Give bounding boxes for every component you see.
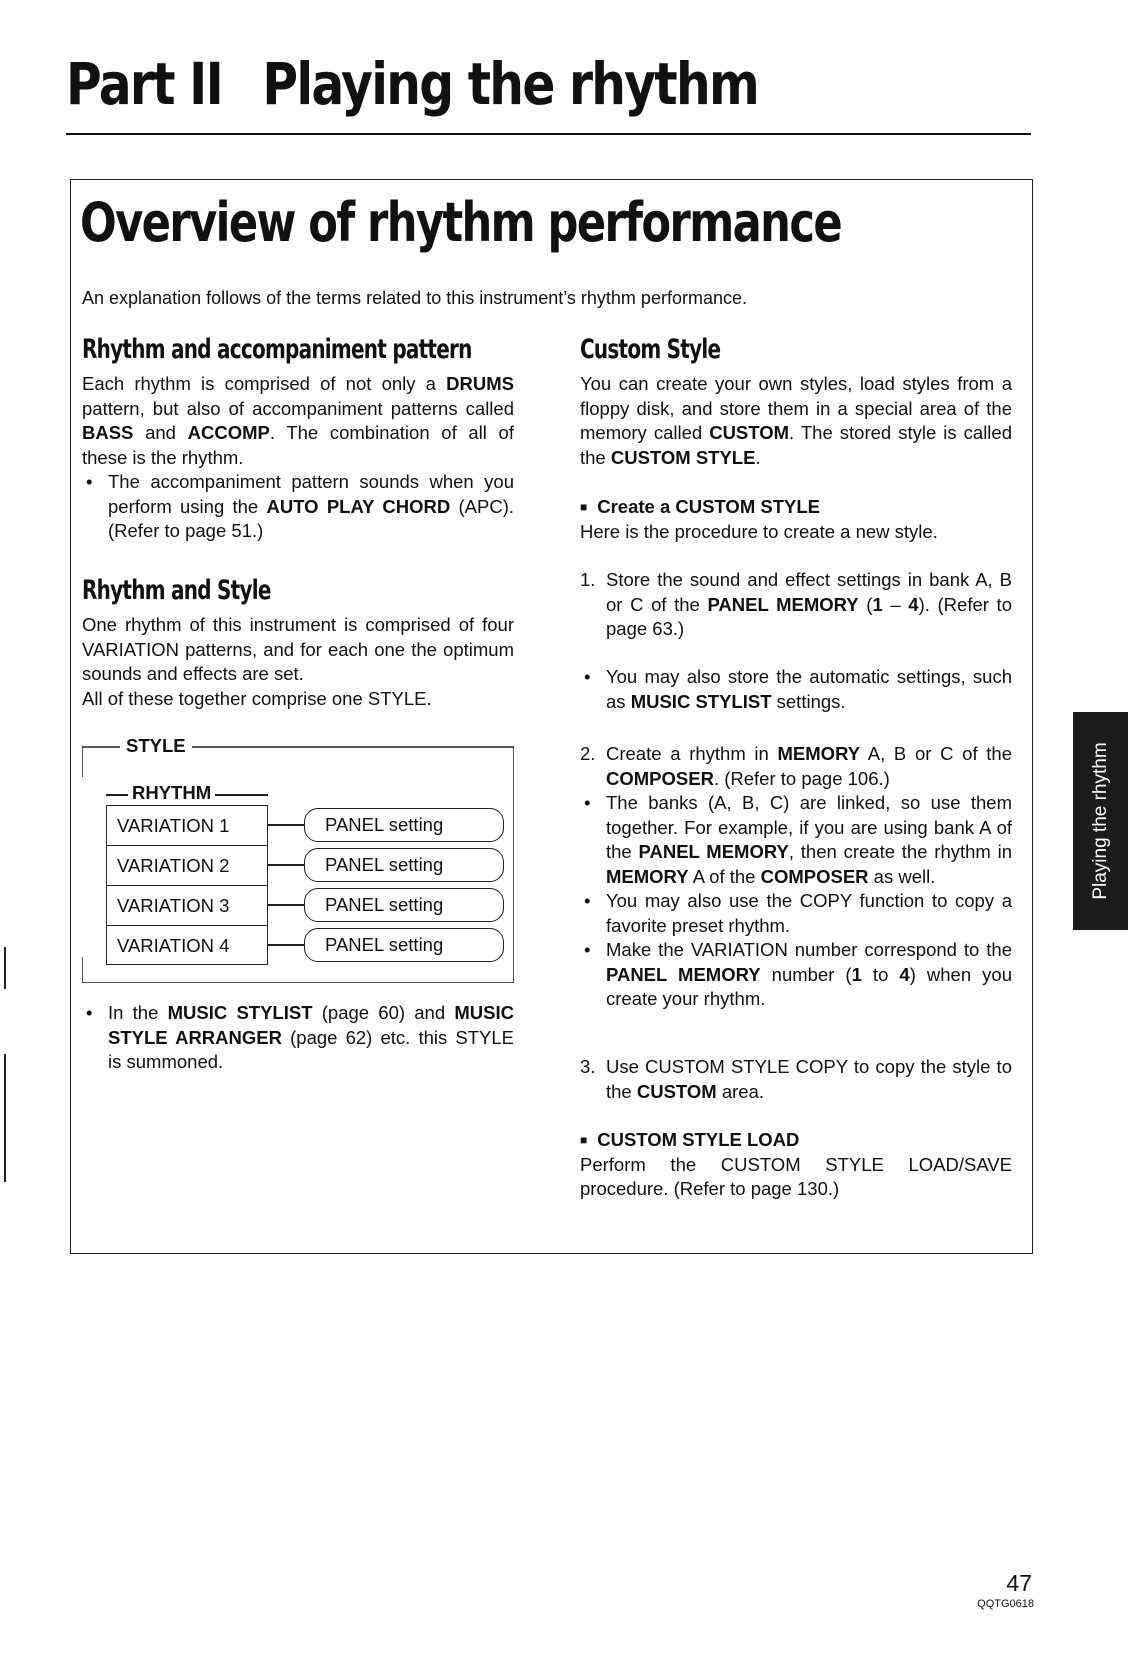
step-1-text: 1. Store the sound and effect settings in bank A, B or C of the PANEL MEMORY (1 – 4). (Refer to page 63.) [580,569,1012,639]
connector-line [268,904,304,906]
variation-cell: VARIATION 3 [106,885,268,925]
bold-term: 4 [908,593,919,615]
step-number: 1. [580,569,596,590]
bold-term: PANEL MEMORY [638,841,789,862]
bold-term: COMPOSER [760,865,869,887]
document-code: QQTG0618 [977,1598,1034,1610]
panel-setting: PANEL setting [304,928,504,962]
step-number: 3. [580,1056,596,1077]
stylist-note-section [82,1001,514,1075]
bold-term: 1 [872,593,883,615]
step-number: 2. [580,743,596,764]
page-number: 47 [1006,1570,1032,1596]
bold-term: MUSIC STYLIST [167,1002,313,1023]
bold-term: CUSTOM STYLE [610,446,756,468]
bold-term: MUSIC STYLIST [630,690,772,712]
custom-style-heading: Custom Style [580,334,721,365]
custom-load-section [580,1128,1012,1202]
overview-intro: An explanation follows of the terms related to this instrument’s rhythm performance. [82,288,747,308]
step-2-bullet: • You may also use the COPY function to copy a favorite preset rhythm. [580,889,1012,938]
style-diagram [82,735,514,985]
bold-term: PANEL MEMORY [606,963,761,985]
connector-line [268,864,304,866]
rhythm-style-para: One rhythm of this instrument is comprised of four VARIATION patterns, and for each one the optimum sounds and effects are set. [82,614,514,684]
bold-term: BASS [82,422,134,443]
panel-setting: PANEL setting [304,808,504,842]
side-tab-label: Playing the rhythm [1089,742,1111,900]
panel-setting: PANEL setting [304,848,504,882]
bold-term: MUSIC STYLE ARRANGER [108,1002,514,1048]
rhythm-accomp-bullet: • The accompaniment pattern sounds when you perform using the AUTO PLAY CHORD (APC). (Refer to page 51.) [82,470,514,544]
bold-term: DRUMS [446,373,514,394]
step-2 [580,742,1012,1012]
part-label: Part II [66,50,223,118]
rhythm-accomp-section [82,372,514,544]
bold-term: PANEL MEMORY [707,593,859,615]
rhythm-style-para2: All of these together comprise one STYLE. [82,687,432,709]
custom-style-section [580,372,1012,470]
bold-term: AUTO PLAY CHORD [266,495,451,517]
rhythm-label: RHYTHM [128,782,215,804]
custom-load-heading: ■ CUSTOM STYLE LOAD [580,1128,1012,1153]
bold-term: COMPOSER [606,767,714,789]
step-2-bullet: • Make the VARIATION number correspond to the PANEL MEMORY number (1 to 4) when you create your rhythm. [580,938,1012,1012]
rhythm-accomp-para: Each rhythm is comprised of not only a DRUMS pattern, but also of accompaniment patterns called BASS and ACCOMP. The combination of all of these is the rhythm. [82,373,514,468]
step-1 [580,568,1012,642]
bold-term: CUSTOM [636,1080,717,1102]
scan-mark [4,1054,6,1182]
bold-term: 1 [851,963,862,985]
rhythm-accomp-heading: Rhythm and accompaniment pattern [82,334,472,365]
connector-line [268,824,304,826]
rhythm-style-section [82,613,514,711]
custom-load-text: Perform the CUSTOM STYLE LOAD/SAVE procedure. (Refer to page 130.) [580,1153,1012,1199]
style-label: STYLE [120,735,192,757]
bold-term: MEMORY [777,743,861,764]
part-title [66,50,759,118]
bold-term: CUSTOM [709,422,790,443]
connector-line [268,944,304,946]
section-side-tab [1073,712,1128,930]
variation-cell: VARIATION 1 [106,805,268,845]
step-3 [580,1055,1012,1104]
scan-mark [4,947,6,989]
title-rule [66,133,1031,135]
rhythm-style-heading: Rhythm and Style [82,575,271,606]
stylist-note: • In the MUSIC STYLIST (page 60) and MUSIC STYLE ARRANGER (page 62) etc. this STYLE is summoned. [82,1001,514,1075]
step-3-text: 3. Use CUSTOM STYLE COPY to copy the style to the CUSTOM area. [580,1056,1012,1102]
bold-term: MEMORY [606,865,689,887]
create-custom-section [580,495,1012,544]
variation-cell: VARIATION 4 [106,925,268,965]
variation-cell: VARIATION 2 [106,845,268,885]
step-1-note [580,665,1012,714]
part-name: Playing the rhythm [262,50,759,118]
panel-setting: PANEL setting [304,888,504,922]
step-1-bullet: • You may also store the automatic settings, such as MUSIC STYLIST settings. [580,665,1012,714]
bold-term: ACCOMP [187,422,270,443]
bold-term: 4 [899,963,910,985]
custom-style-para: You can create your own styles, load styles from a floppy disk, and store them in a special area of the memory called CUSTOM. The stored style is called the CUSTOM STYLE. [580,373,1012,468]
overview-title: Overview of rhythm performance [80,191,842,254]
step-2-text: 2. Create a rhythm in MEMORY A, B or C of the COMPOSER. (Refer to page 106.) [580,743,1012,789]
step-2-bullet: • The banks (A, B, C) are linked, so use them together. For example, if you are using bank A of the PANEL MEMORY, then create the rhythm in MEMORY A of the COMPOSER as well. [580,791,1012,889]
create-custom-intro: Here is the procedure to create a new style. [580,520,938,542]
create-custom-heading: ■ Create a CUSTOM STYLE [580,495,1012,520]
